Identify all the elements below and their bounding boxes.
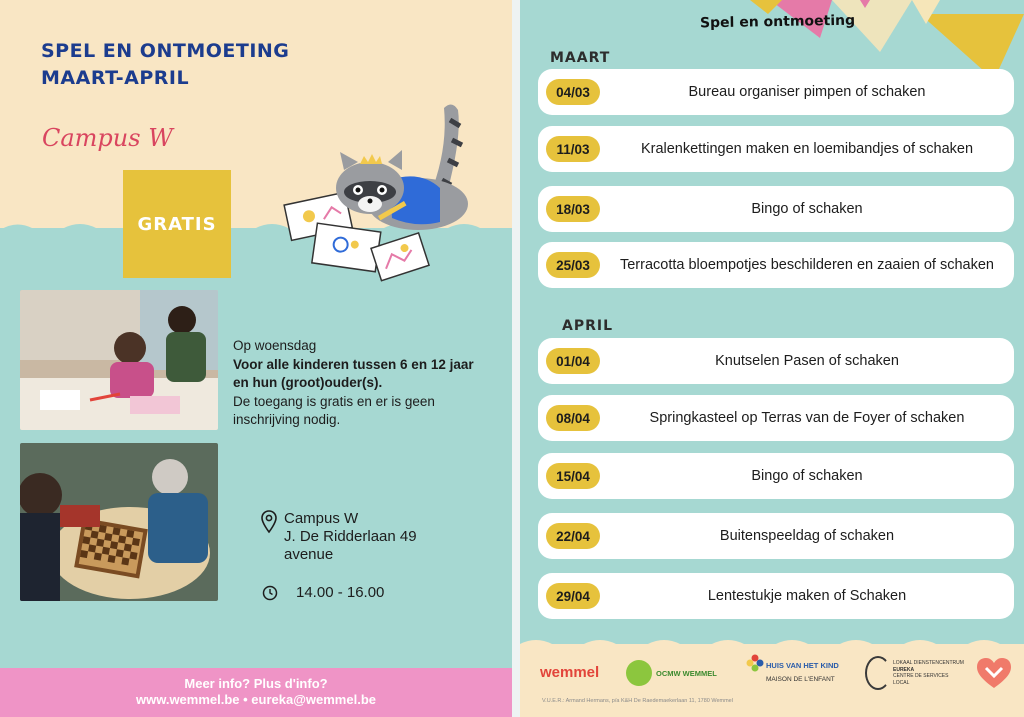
event-activity: Terracotta bloempotjes beschilderen en zaaien of schaken (619, 257, 994, 273)
event-activity: Lentestukje maken of Schaken (707, 588, 907, 604)
raccoon-illustration (280, 100, 500, 290)
event-row (538, 242, 1014, 288)
info-line3: en hun (groot)ouder(s). (233, 375, 383, 390)
event-row (538, 186, 1014, 232)
campus-name: Campus W (42, 124, 173, 152)
free-badge: GRATIS (123, 170, 231, 278)
event-date: 11/03 (546, 136, 600, 162)
event-activity: Bingo of schaken (751, 201, 863, 217)
dienstencentrum-logo (865, 656, 965, 688)
location-line3: avenue (284, 546, 334, 563)
title-line2: MAART-APRIL (41, 67, 190, 89)
ocmw-logo-text: OCMW WEMMEL (656, 668, 717, 678)
bracket-icon (865, 656, 891, 690)
event-date: 25/03 (546, 252, 600, 278)
month-label-april: APRIL (562, 318, 614, 334)
ocmw-logo-circle (626, 660, 652, 686)
event-activity: Bingo of schaken (751, 468, 863, 484)
info-line2: Voor alle kinderen tussen 6 en 12 jaar (233, 356, 474, 372)
event-activity: Springkasteel op Terras van de Foyer of schaken (649, 410, 965, 426)
wemmel-logo: wemmel (540, 664, 600, 681)
month-label-maart: MAART (550, 50, 611, 66)
event-row (538, 126, 1014, 172)
footer-line1: Meer info? Plus d'info? (184, 676, 328, 691)
title-line1: SPEL EN ONTMOETING (41, 40, 290, 62)
event-date: 04/03 (546, 79, 600, 105)
ocmw-logo (626, 660, 717, 686)
event-activity: Knutselen Pasen of schaken (715, 353, 899, 369)
event-row (538, 513, 1014, 559)
info-line1: Op woensdag (233, 338, 317, 353)
photo-chess-game (20, 443, 218, 601)
event-date: 22/04 (546, 523, 600, 549)
publisher-note: V.U.E.R.: Armand Hermans, p/a K&H De Raedemaekerlaan 11, 1780 Wemmel (542, 698, 733, 704)
page-title (41, 38, 289, 92)
footer-line2[interactable]: www.wemmel.be • eureka@wemmel.be (135, 692, 376, 707)
photo-children-drawing (20, 290, 218, 430)
info-line5: inschrijving nodig. (233, 412, 341, 427)
event-date: 01/04 (546, 348, 600, 374)
page-gutter (512, 0, 520, 717)
page-header: Spel en ontmoeting (699, 12, 856, 32)
event-date: 18/03 (546, 196, 600, 222)
event-row (538, 395, 1014, 441)
info-line4: De toegang is gratis en er is geen (233, 393, 435, 409)
event-row (538, 69, 1014, 115)
location-line1: Campus W (284, 510, 359, 527)
location (260, 510, 417, 564)
right-page (520, 0, 1024, 717)
event-info (233, 337, 498, 430)
event-date: 08/04 (546, 405, 600, 431)
event-activity: Kralenkettingen maken en loemibandjes of schaken (640, 141, 974, 157)
event-row (538, 338, 1014, 384)
footer-contact (0, 676, 512, 708)
huis-van-het-kind-logo (746, 654, 842, 684)
location-line2: J. De Ridderlaan 49 (284, 528, 417, 545)
flower-icon (746, 654, 764, 672)
time-text: 14.00 - 16.00 (296, 584, 385, 601)
location-pin-icon (260, 510, 278, 534)
hvk-title: HUIS VAN HET KIND (766, 661, 839, 670)
event-date: 29/04 (546, 583, 600, 609)
event-activity: Bureau organiser pimpen of schaken (688, 84, 926, 100)
event-date: 15/04 (546, 463, 600, 489)
clock-icon (262, 585, 278, 601)
dienstencentrum-text: LOKAAL DIENSTENCENTRUM EUREKA CENTRE DE SERVICES LOCAL (893, 660, 964, 686)
partner-logos (520, 650, 1024, 700)
event-row (538, 453, 1014, 499)
time (262, 584, 384, 601)
heart-icon (975, 656, 1013, 690)
event-activity: Buitenspeeldag of schaken (719, 528, 895, 544)
event-row (538, 573, 1014, 619)
hvk-subtitle: MAISON DE L'ENFANT (766, 676, 835, 683)
